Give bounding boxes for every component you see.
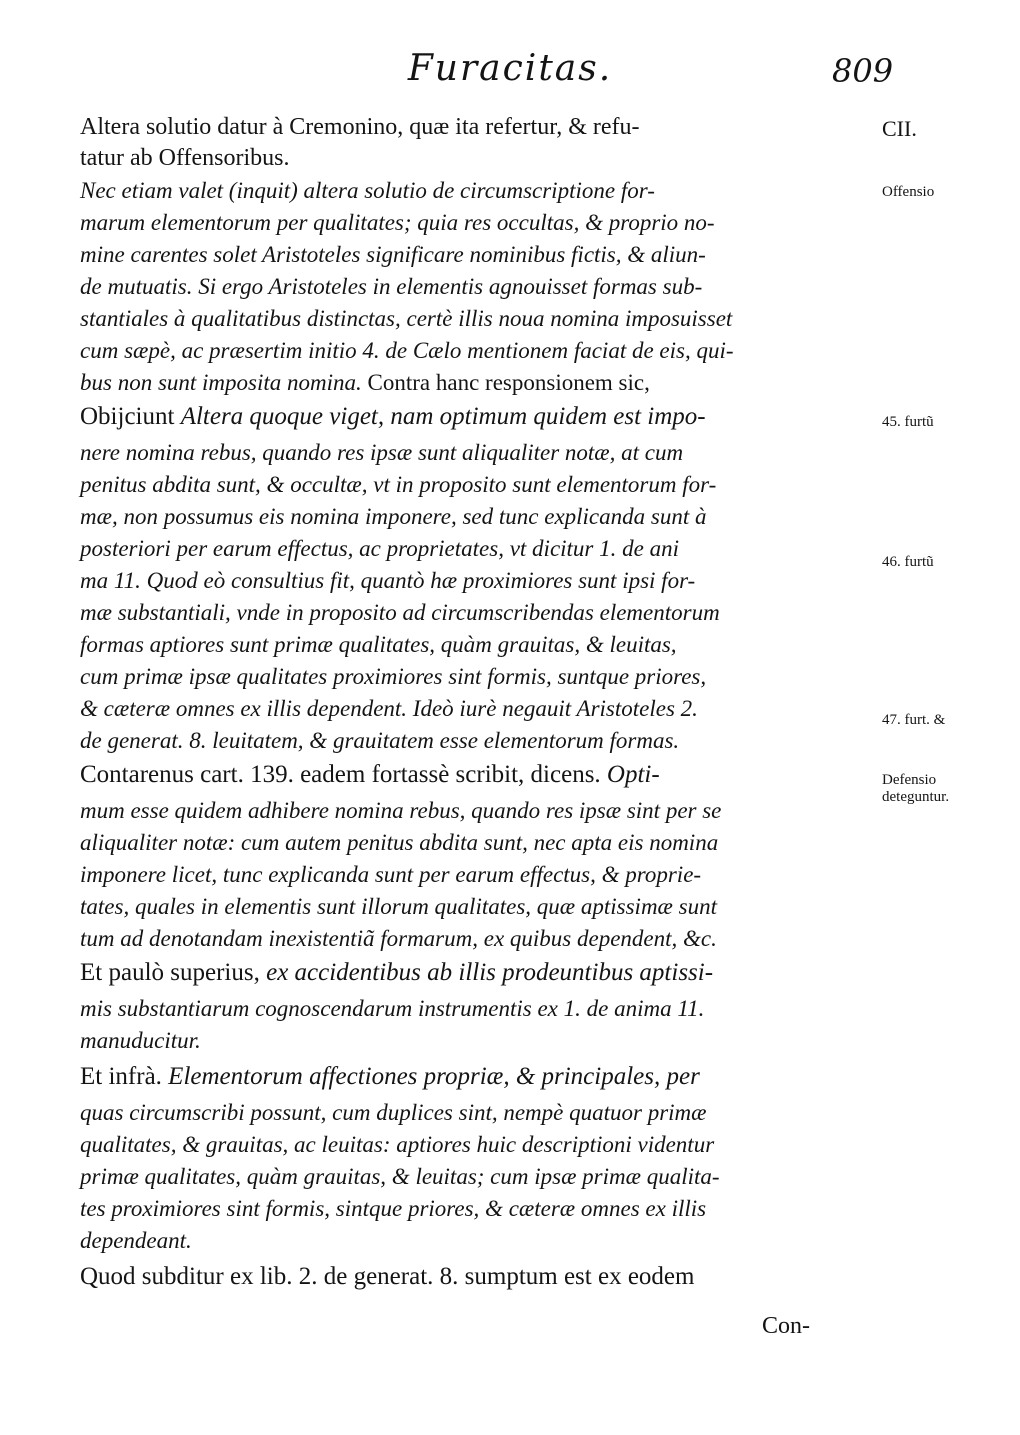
text-line: ma 11. Quod eò consultius fit, quantò hæ proximiores sunt ipsi for-: [80, 568, 696, 593]
text-line: tatur ab Offensoribus.: [80, 145, 290, 171]
text-line: mæ, non possumus eis nomina imponere, sed tunc explicanda sunt à: [80, 504, 707, 529]
margin-note: 47. furt. &: [882, 712, 946, 728]
text-line: manuducitur.: [80, 1028, 201, 1053]
text-line: posteriori per earum effectus, ac proprietates, vt dicitur 1. de ani: [80, 536, 679, 561]
text-line: quas circumscribi possunt, cum duplices sint, nempè quatuor primæ: [80, 1100, 707, 1125]
text-line: stantiales à qualitatibus distinctas, certè illis noua nomina imposuisset: [80, 306, 733, 331]
margin-note: Offensio: [882, 184, 935, 200]
text-line: formas aptiores sunt primæ qualitates, quàm grauitas, & leuitas,: [80, 632, 677, 657]
catchword: Con-: [762, 1313, 810, 1339]
running-head: Furacitas.: [407, 48, 613, 89]
text-line: mæ substantiali, vnde in proposito ad circumscribendas elementorum: [80, 600, 720, 625]
text-line: Et infrà. Elementorum affectiones propriæ, & principales, per: [80, 1063, 700, 1090]
text-line: Contarenus cart. 139. eadem fortassè scribit, dicens. Opti-: [80, 761, 660, 788]
margin-note: Defensio deteguntur.: [882, 772, 950, 805]
text-line: bus non sunt imposita nomina. Contra hanc responsionem sic,: [80, 370, 650, 395]
text-line: mine carentes solet Aristoteles significare nominibus fictis, & aliun-: [80, 242, 706, 267]
text-line: primæ qualitates, quàm grauitas, & leuitas; cum ipsæ primæ qualita-: [80, 1164, 720, 1189]
text-line: cum primæ ipsæ qualitates proximiores sint formis, suntque priores,: [80, 664, 707, 689]
text-line: tates, quales in elementis sunt illorum qualitates, quæ aptissimæ sunt: [80, 894, 717, 919]
text-line: Nec etiam valet (inquit) altera solutio de circumscriptione for-: [80, 178, 655, 203]
page-number: 809: [832, 52, 894, 90]
margin-note: 46. furtũ: [882, 554, 934, 570]
margin-note: 45. furtũ: [882, 414, 934, 430]
text-line: & cæteræ omnes ex illis dependent. Ideò iurè negauit Aristoteles 2.: [80, 696, 698, 721]
text-line: Quod subditur ex lib. 2. de generat. 8. sumptum est ex eodem: [80, 1263, 695, 1290]
text-line: dependeant.: [80, 1228, 192, 1253]
text-line: aliqualiter notæ: cum autem penitus abdita sunt, nec apta eis nomina: [80, 830, 719, 855]
text-line: de generat. 8. leuitatem, & grauitatem esse elementorum formas.: [80, 728, 680, 753]
text-line: cum sæpè, ac præsertim initio 4. de Cælo mentionem faciat de eis, qui-: [80, 338, 734, 363]
text-line: mum esse quidem adhibere nomina rebus, quando res ipsæ sint per se: [80, 798, 722, 823]
text-line: Obijciunt Altera quoque viget, nam optimum quidem est impo-: [80, 403, 706, 430]
text-line: Et paulò superius, ex accidentibus ab illis prodeuntibus aptissi-: [80, 959, 714, 986]
text-line: nere nomina rebus, quando res ipsæ sunt aliqualiter notæ, at cum: [80, 440, 684, 465]
text-line: mis substantiarum cognoscendarum instrumentis ex 1. de anima 11.: [80, 996, 705, 1021]
text-line: imponere licet, tunc explicanda sunt per earum effectus, & proprie-: [80, 862, 702, 887]
text-line: tum ad denotandam inexistentiã formarum, ex quibus dependent, &c.: [80, 926, 717, 951]
text-line: marum elementorum per qualitates; quia res occultas, & proprio no-: [80, 210, 715, 235]
text-line: qualitates, & grauitas, ac leuitas: aptiores huic descriptioni videntur: [80, 1132, 715, 1157]
text-line: Altera solutio datur à Cremonino, quæ ita refertur, & refu-: [80, 114, 640, 140]
text-line: tes proximiores sint formis, sintque priores, & cæteræ omnes ex illis: [80, 1196, 707, 1221]
text-line: penitus abdita sunt, & occultæ, vt in proposito sunt elementorum for-: [80, 472, 717, 497]
margin-note: CII.: [882, 116, 917, 141]
text-line: de mutuatis. Si ergo Aristoteles in elementis agnouisset formas sub-: [80, 274, 703, 299]
